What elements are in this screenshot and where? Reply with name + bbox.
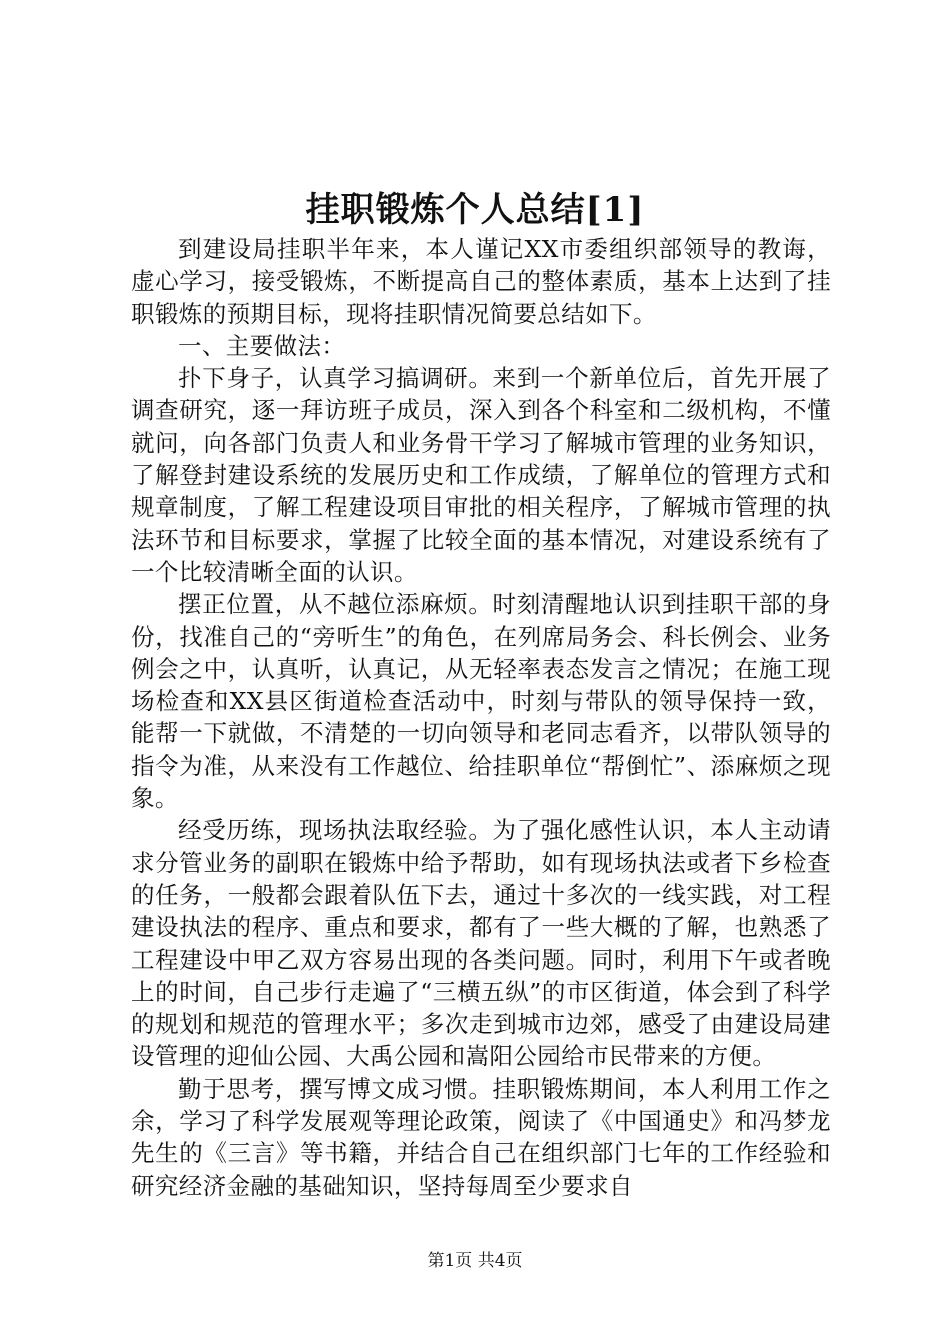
paragraph-study-research: 扑下身子，认真学习搞调研。来到一个新单位后，首先开展了调查研究，逐一拜访班子成员，深入到各个科室和二级机构，不懂就问，向各部门负责人和业务骨干学习了解城市管理的业务知识，了解登封建设系统的发展历史和工作成绩，了解单位的管理方式和规章制度，了解工程建设项目审批的相关程序，了解城市管理的执法环节和目标要求，掌握了比较全面的基本情况，对建设系统有了一个比较清晰全面的认识。 [131,364,831,586]
paragraph-thinking-writing: 勤于思考，撰写博文成习惯。挂职锻炼期间，本人利用工作之余，学习了科学发展观等理论政策，阅读了《中国通史》和冯梦龙先生的《三言》等书籍，并结合自己在组织部门七年的工作经验和研究经济金融的基础知识，坚持每周至少要求自 [131,1074,831,1200]
paragraph-section-heading: 一、主要做法： [178,331,346,360]
paragraph-intro: 到建设局挂职半年来，本人谨记XX市委组织部领导的教诲，虚心学习，接受锻炼，不断提高自己的整体素质，基本上达到了挂职锻炼的预期目标，现将挂职情况简要总结如下。 [131,235,831,328]
page-footer: 第1页 共4页 [427,1251,523,1271]
document-title: 挂职锻炼个人总结[1] [305,190,645,230]
document-body [131,233,831,1202]
paragraph-correct-position: 摆正位置，从不越位添麻烦。时刻清醒地认识到挂职干部的身份，找准自己的“旁听生”的角色，在列席局务会、科长例会、业务例会之中，认真听，认真记，从无轻率表态发言之情况；在施工现场检查和XX县区街道检查活动中，时刻与带队的领导保持一致，能帮一下就做，不清楚的一切向领导和老同志看齐，以带队领导的指令为准，从来没有工作越位、给挂职单位“帮倒忙”、添麻烦之现象。 [131,590,831,813]
paragraph-field-experience: 经受历练，现场执法取经验。为了强化感性认识，本人主动请求分管业务的副职在锻炼中给予帮助，如有现场执法或者下乡检查的任务，一般都会跟着队伍下去，通过十多次的一线实践，对工程建设执法的程序、重点和要求，都有了一些大概的了解，也熟悉了工程建设中甲乙双方容易出现的各类问题。同时，利用下午或者晚上的时间，自己步行走遍了“三横五纵”的市区街道，体会到了科学的规划和规范的管理水平；多次走到城市边郊，感受了由建设局建设管理的迎仙公园、大禹公园和嵩阳公园给市民带来的方便。 [131,816,831,1071]
